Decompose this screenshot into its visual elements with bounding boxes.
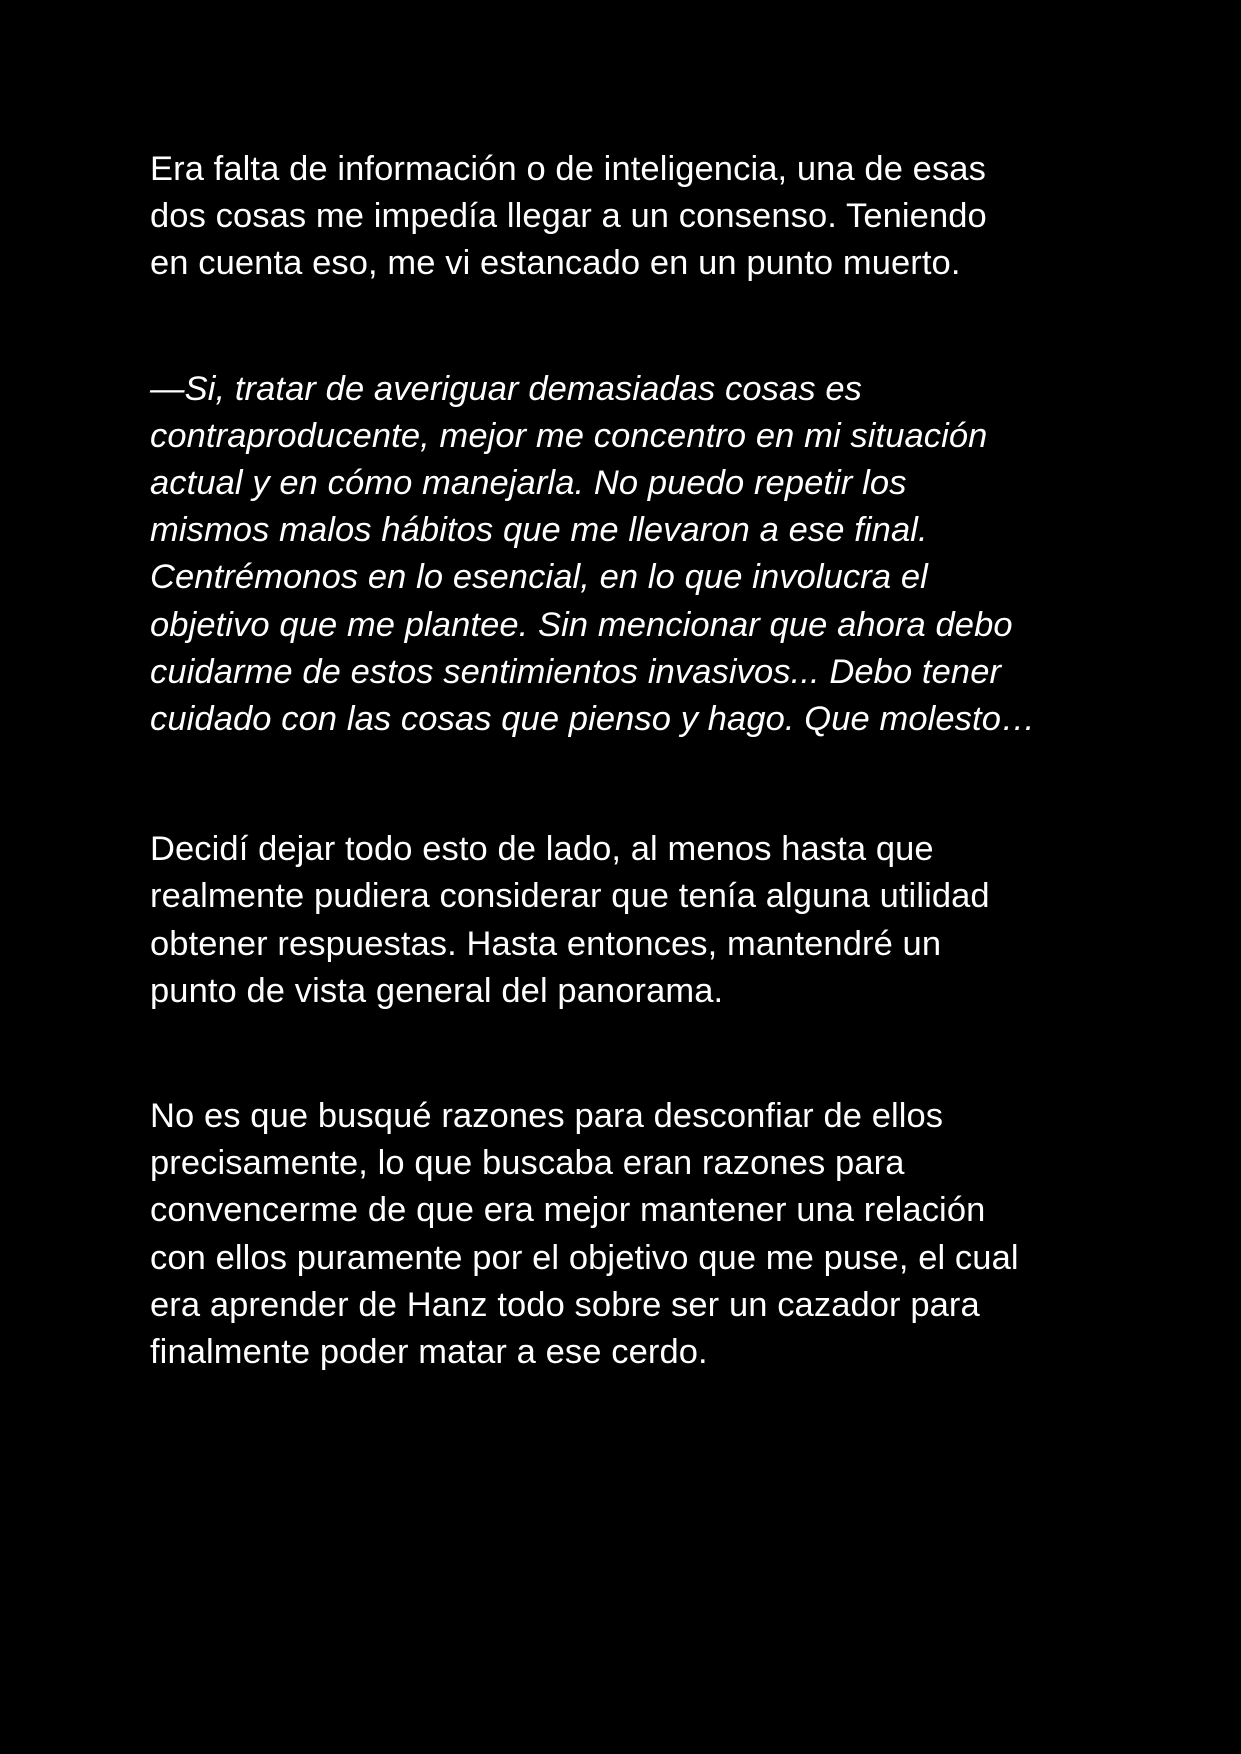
paragraph-1: Era falta de información o de inteligencia, una de esas dos cosas me impedía llegar a un consenso. Teniendo en cuenta eso, me vi estancado en un punto muerto. (150, 150, 987, 283)
paragraph-4: No es que busqué razones para desconfiar de ellos precisamente, lo que buscaba eran razones para convencerme de que era mejor mantener una relación con ellos puramente por el objetivo que me puse, el cual era aprender de Hanz todo sobre ser un cazador para finalmente poder matar a ese cerdo. (150, 1097, 1019, 1372)
document-body (150, 146, 1090, 1454)
paragraph-2-italic-dialogue: —Si, tratar de averiguar demasiadas cosas es contraproducente, mejor me concentro en mi situación actual y en cómo manejarla. No puedo repetir los mismos malos hábitos que me llevaron a ese final. Centrémonos en lo esencial, en lo que involucra el objetivo que me plantee. Sin mencionar que ahora debo cuidarme de estos sentimientos invasivos... Debo tener cuidado con las cosas que pienso y hago. Que molesto… (150, 369, 1036, 739)
paragraph-3: Decidí dejar todo esto de lado, al menos hasta que realmente pudiera considerar que tenía alguna utilidad obtener respuestas. Hasta entonces, mantendré un punto de vista general del panorama. (150, 830, 990, 1010)
